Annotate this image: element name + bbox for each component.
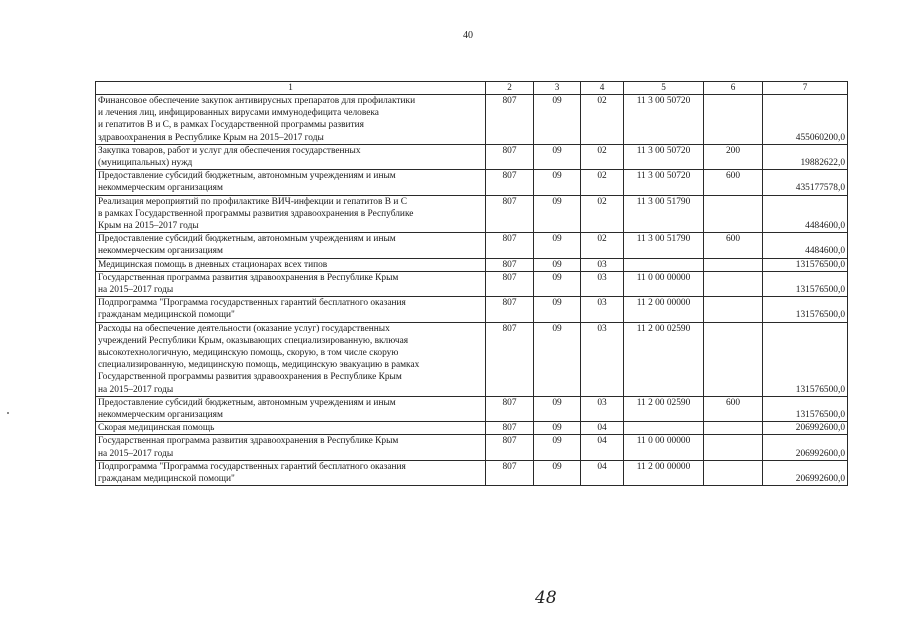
table-row bbox=[96, 170, 848, 195]
row-expense-type-cell bbox=[704, 95, 763, 145]
budget-table bbox=[95, 81, 848, 486]
table-row bbox=[96, 297, 848, 322]
header-cell-6: 6 bbox=[704, 82, 763, 95]
row-section-cell: 09 bbox=[534, 435, 581, 460]
row-target-article-cell: 11 2 00 00000 bbox=[624, 297, 704, 322]
row-amount-cell: 4484600,0 bbox=[763, 233, 848, 258]
row-name-cell: Финансовое обеспечение закупок антивирусных препаратов для профилактики и лечения лиц, инфицированных вирусами иммунодефицита человека и гепатитов В и С, в рамках Государственной программы развития здравоохранения в Республике Крым на 2015–2017 годы bbox=[96, 95, 486, 145]
table-row bbox=[96, 460, 848, 485]
row-target-article-cell: 11 3 00 50720 bbox=[624, 95, 704, 145]
row-subsection-cell: 04 bbox=[581, 422, 624, 435]
table-row bbox=[96, 233, 848, 258]
row-name-cell: Предоставление субсидий бюджетным, автономным учреждениям и иным некоммерческим организациям bbox=[96, 233, 486, 258]
row-expense-type-cell bbox=[704, 258, 763, 271]
header-cell-4: 4 bbox=[581, 82, 624, 95]
row-section-cell: 09 bbox=[534, 95, 581, 145]
row-subsection-cell: 03 bbox=[581, 258, 624, 271]
page-number: 40 bbox=[463, 30, 473, 41]
row-amount-cell: 131576500,0 bbox=[763, 271, 848, 296]
table-body bbox=[96, 82, 848, 486]
table-row bbox=[96, 422, 848, 435]
margin-speck bbox=[7, 412, 9, 414]
handwritten-page-mark: 48 bbox=[535, 588, 557, 608]
row-expense-type-cell bbox=[704, 460, 763, 485]
row-section-cell: 09 bbox=[534, 144, 581, 169]
header-cell-3: 3 bbox=[534, 82, 581, 95]
row-name-cell: Закупка товаров, работ и услуг для обеспечения государственных (муниципальных) нужд bbox=[96, 144, 486, 169]
row-target-article-cell bbox=[624, 258, 704, 271]
row-section-cell: 09 bbox=[534, 170, 581, 195]
row-admin-code-cell: 807 bbox=[486, 460, 534, 485]
row-admin-code-cell: 807 bbox=[486, 195, 534, 233]
row-admin-code-cell: 807 bbox=[486, 95, 534, 145]
row-target-article-cell: 11 3 00 50720 bbox=[624, 170, 704, 195]
header-cell-2: 2 bbox=[486, 82, 534, 95]
row-section-cell: 09 bbox=[534, 460, 581, 485]
row-target-article-cell: 11 3 00 51790 bbox=[624, 233, 704, 258]
row-subsection-cell: 02 bbox=[581, 195, 624, 233]
row-name-cell: Медицинская помощь в дневных стационарах всех типов bbox=[96, 258, 486, 271]
row-subsection-cell: 02 bbox=[581, 95, 624, 145]
row-name-cell: Подпрограмма "Программа государственных гарантий бесплатного оказания гражданам медицинской помощи" bbox=[96, 297, 486, 322]
row-admin-code-cell: 807 bbox=[486, 435, 534, 460]
row-target-article-cell bbox=[624, 422, 704, 435]
row-amount-cell: 131576500,0 bbox=[763, 297, 848, 322]
row-subsection-cell: 03 bbox=[581, 322, 624, 396]
header-cell-5: 5 bbox=[624, 82, 704, 95]
row-subsection-cell: 03 bbox=[581, 396, 624, 421]
table-row bbox=[96, 144, 848, 169]
header-cell-1: 1 bbox=[96, 82, 486, 95]
row-amount-cell: 19882622,0 bbox=[763, 144, 848, 169]
table-row bbox=[96, 95, 848, 145]
row-subsection-cell: 02 bbox=[581, 144, 624, 169]
row-target-article-cell: 11 2 00 00000 bbox=[624, 460, 704, 485]
row-subsection-cell: 04 bbox=[581, 435, 624, 460]
row-section-cell: 09 bbox=[534, 422, 581, 435]
row-amount-cell: 455060200,0 bbox=[763, 95, 848, 145]
row-expense-type-cell: 600 bbox=[704, 170, 763, 195]
row-name-cell: Государственная программа развития здравоохранения в Республике Крым на 2015–2017 годы bbox=[96, 271, 486, 296]
row-section-cell: 09 bbox=[534, 258, 581, 271]
row-section-cell: 09 bbox=[534, 297, 581, 322]
row-section-cell: 09 bbox=[534, 233, 581, 258]
row-section-cell: 09 bbox=[534, 322, 581, 396]
row-section-cell: 09 bbox=[534, 396, 581, 421]
row-subsection-cell: 04 bbox=[581, 460, 624, 485]
row-amount-cell: 206992600,0 bbox=[763, 460, 848, 485]
row-name-cell: Предоставление субсидий бюджетным, автономным учреждениям и иным некоммерческим организациям bbox=[96, 170, 486, 195]
header-cell-7: 7 bbox=[763, 82, 848, 95]
row-expense-type-cell bbox=[704, 435, 763, 460]
row-subsection-cell: 03 bbox=[581, 271, 624, 296]
row-section-cell: 09 bbox=[534, 271, 581, 296]
row-subsection-cell: 03 bbox=[581, 297, 624, 322]
row-name-cell: Подпрограмма "Программа государственных гарантий бесплатного оказания гражданам медицинской помощи" bbox=[96, 460, 486, 485]
row-admin-code-cell: 807 bbox=[486, 144, 534, 169]
row-admin-code-cell: 807 bbox=[486, 271, 534, 296]
row-amount-cell: 131576500,0 bbox=[763, 396, 848, 421]
row-name-cell: Скорая медицинская помощь bbox=[96, 422, 486, 435]
row-target-article-cell: 11 2 00 02590 bbox=[624, 396, 704, 421]
row-admin-code-cell: 807 bbox=[486, 322, 534, 396]
table-row bbox=[96, 195, 848, 233]
row-target-article-cell: 11 3 00 50720 bbox=[624, 144, 704, 169]
row-admin-code-cell: 807 bbox=[486, 396, 534, 421]
row-admin-code-cell: 807 bbox=[486, 422, 534, 435]
row-amount-cell: 206992600,0 bbox=[763, 435, 848, 460]
table-header-row bbox=[96, 82, 848, 95]
table-row bbox=[96, 322, 848, 396]
row-expense-type-cell: 600 bbox=[704, 233, 763, 258]
row-name-cell: Расходы на обеспечение деятельности (оказание услуг) государственных учреждений Республики Крым, оказывающих специализированную, включая высокотехнологичную, медицинскую помощь, скорую, в том числе скорую специализированную, медицинскую помощь, медицинскую эвакуацию в рамках Государственной программы развития здравоохранения в Республике Крым на 2015–2017 годы bbox=[96, 322, 486, 396]
row-target-article-cell: 11 0 00 00000 bbox=[624, 435, 704, 460]
row-name-cell: Предоставление субсидий бюджетным, автономным учреждениям и иным некоммерческим организациям bbox=[96, 396, 486, 421]
row-name-cell: Государственная программа развития здравоохранения в Республике Крым на 2015–2017 годы bbox=[96, 435, 486, 460]
row-amount-cell: 131576500,0 bbox=[763, 258, 848, 271]
row-expense-type-cell: 600 bbox=[704, 396, 763, 421]
row-target-article-cell: 11 3 00 51790 bbox=[624, 195, 704, 233]
row-name-cell: Реализация мероприятий по профилактике ВИЧ-инфекции и гепатитов В и С в рамках Государственной программы развития здравоохранения в Республике Крым на 2015–2017 годы bbox=[96, 195, 486, 233]
row-amount-cell: 131576500,0 bbox=[763, 322, 848, 396]
row-section-cell: 09 bbox=[534, 195, 581, 233]
row-expense-type-cell bbox=[704, 297, 763, 322]
row-expense-type-cell bbox=[704, 322, 763, 396]
row-amount-cell: 206992600,0 bbox=[763, 422, 848, 435]
table-row bbox=[96, 271, 848, 296]
table-row bbox=[96, 396, 848, 421]
table-row bbox=[96, 258, 848, 271]
row-target-article-cell: 11 2 00 02590 bbox=[624, 322, 704, 396]
row-target-article-cell: 11 0 00 00000 bbox=[624, 271, 704, 296]
table-row bbox=[96, 435, 848, 460]
row-amount-cell: 435177578,0 bbox=[763, 170, 848, 195]
row-expense-type-cell bbox=[704, 195, 763, 233]
row-admin-code-cell: 807 bbox=[486, 258, 534, 271]
row-expense-type-cell: 200 bbox=[704, 144, 763, 169]
row-amount-cell: 4484600,0 bbox=[763, 195, 848, 233]
row-subsection-cell: 02 bbox=[581, 233, 624, 258]
row-expense-type-cell bbox=[704, 422, 763, 435]
row-subsection-cell: 02 bbox=[581, 170, 624, 195]
row-expense-type-cell bbox=[704, 271, 763, 296]
row-admin-code-cell: 807 bbox=[486, 170, 534, 195]
row-admin-code-cell: 807 bbox=[486, 297, 534, 322]
row-admin-code-cell: 807 bbox=[486, 233, 534, 258]
